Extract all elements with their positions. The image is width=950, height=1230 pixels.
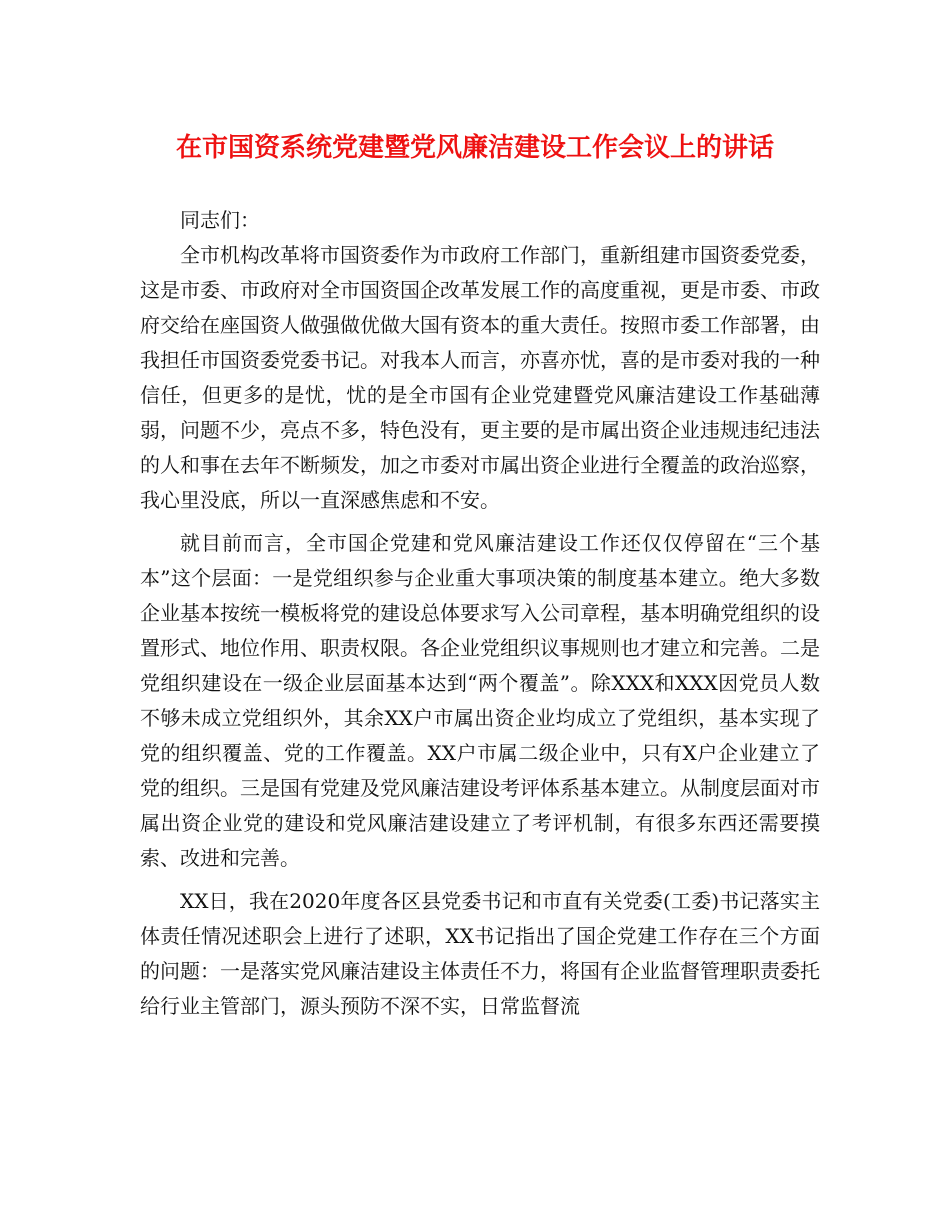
document-body: [140, 203, 820, 1024]
document-title: 在市国资系统党建暨党风廉洁建设工作会议上的讲话: [175, 133, 774, 163]
paragraph-1: 全市机构改革将市国资委作为市政府工作部门，重新组建市国资委党委，这是市委、市政府对全市国资国企改革发展工作的高度重视，更是市委、市政府交给在座国资人做强做优做大国有资本的重大责任。按照市委工作部署，由我担任市国资委党委书记。对我本人而言，亦喜亦忧，喜的是市委对我的一种信任，但更多的是忧，忧的是全市国有企业党建暨党风廉洁建设工作基础薄弱，问题不少，亮点不多，特色没有，更主要的是市属出资企业违规违纪违法的人和事在去年不断频发，加之市委对市属出资企业进行全覆盖的政治巡察，我心里没底，所以一直深感焦虑和不安。: [140, 243, 820, 512]
paragraph-3: XX日，我在2020年度各区县党委书记和市直有关党委(工委)书记落实主体责任情况述职会上进行了述职，XX书记指出了国企党建工作存在三个方面的问题：一是落实党风廉洁建设主体责任不力，将国有企业监督管理职责委托给行业主管部门，源头预防不深不实，日常监督流: [140, 889, 820, 1018]
paragraph-2: 就目前而言，全市国企党建和党风廉洁建设工作还仅仅停留在“三个基本”这个层面：一是党组织参与企业重大事项决策的制度基本建立。绝大多数企业基本按统一模板将党的建设总体要求写入公司章程，基本明确党组织的设置形式、地位作用、职责权限。各企业党组织议事规则也才建立和完善。二是党组织建设在一级企业层面基本达到“两个覆盖”。除XXX和XXX因党员人数不够未成立党组织外，其余XX户市属出资企业均成立了党组织，基本实现了党的组织覆盖、党的工作覆盖。XX户市属二级企业中，只有X户企业建立了党的组织。三是国有党建及党风廉洁建设考评体系基本建立。从制度层面对市属出资企业党的建设和党风廉洁建设建立了考评机制，有很多东西还需要摸索、改进和完善。: [140, 531, 820, 870]
greeting: 同志们：: [180, 208, 260, 232]
